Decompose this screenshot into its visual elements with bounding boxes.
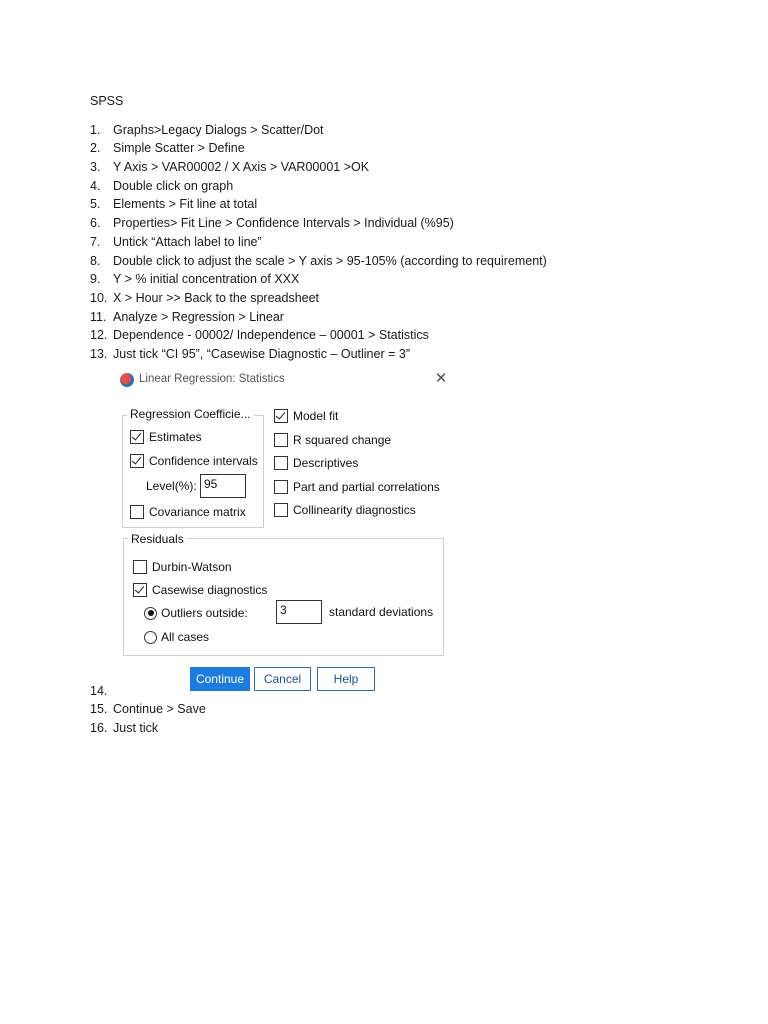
- casewise-diagnostics-label: Casewise diagnostics: [152, 583, 268, 597]
- step-text: X > Hour >> Back to the spreadsheet: [113, 290, 320, 305]
- casewise-diagnostics-checkbox[interactable]: [133, 583, 147, 597]
- list-item: [90, 270, 710, 289]
- step-number: 4.: [90, 178, 101, 193]
- step-text: Untick “Attach label to line”: [113, 234, 262, 249]
- step-number: 15.: [90, 702, 108, 717]
- list-item: [90, 308, 710, 327]
- durbin-watson-label: Durbin-Watson: [152, 560, 232, 574]
- step-number: 1.: [90, 122, 101, 137]
- step-number: 8.: [90, 253, 101, 268]
- level-input[interactable]: 95: [200, 474, 246, 498]
- confidence-intervals-checkbox[interactable]: [130, 454, 144, 468]
- dialog-titlebar: [112, 366, 457, 394]
- close-icon[interactable]: ✕: [434, 370, 448, 387]
- list-item: [90, 177, 710, 196]
- outliers-outside-label: Outliers outside:: [161, 606, 248, 620]
- continue-button[interactable]: Continue: [190, 667, 250, 691]
- list-item: [90, 719, 710, 738]
- step-number: 14.: [90, 683, 108, 698]
- outliers-std-dev-input[interactable]: 3: [276, 600, 322, 624]
- step-text: Y Axis > VAR00002 / X Axis > VAR00001 >OK: [113, 160, 370, 175]
- part-partial-correlations-label: Part and partial correlations: [293, 480, 440, 494]
- descriptives-label: Descriptives: [293, 456, 359, 470]
- r-squared-change-checkbox[interactable]: [274, 433, 288, 447]
- list-item: [90, 700, 710, 719]
- model-fit-label: Model fit: [293, 409, 339, 423]
- step-number: 7.: [90, 234, 101, 249]
- list-item: [90, 158, 710, 177]
- list-item: [90, 233, 710, 252]
- part-partial-correlations-checkbox[interactable]: [274, 480, 288, 494]
- standard-deviations-label: standard deviations: [329, 605, 434, 619]
- list-item: [90, 289, 710, 308]
- spss-app-icon: [120, 373, 134, 387]
- list-item: [90, 139, 710, 158]
- list-item: [90, 252, 710, 271]
- step-text: Double click on graph: [113, 178, 234, 193]
- list-item: [90, 195, 710, 214]
- r-squared-change-label: R squared change: [293, 433, 392, 447]
- collinearity-diagnostics-checkbox-row[interactable]: [274, 503, 416, 517]
- collinearity-diagnostics-label: Collinearity diagnostics: [293, 503, 416, 517]
- covariance-matrix-checkbox-row[interactable]: [130, 505, 246, 519]
- dialog-title: Linear Regression: Statistics: [139, 373, 285, 385]
- step-number: 16.: [90, 721, 108, 736]
- all-cases-radio-row[interactable]: [144, 630, 209, 644]
- regression-coefficients-legend: Regression Coefficie...: [127, 407, 254, 421]
- model-fit-checkbox-row[interactable]: [274, 409, 338, 423]
- step-text: Simple Scatter > Define: [113, 141, 245, 156]
- collinearity-diagnostics-checkbox[interactable]: [274, 503, 288, 517]
- step-number: 11.: [90, 309, 107, 324]
- level-label: Level(%):: [146, 479, 197, 493]
- step-text: Analyze > Regression > Linear: [113, 309, 284, 324]
- step-text: Continue > Save: [113, 702, 206, 717]
- estimates-label: Estimates: [149, 430, 202, 444]
- step-number: 2.: [90, 141, 101, 156]
- linear-regression-statistics-dialog: [112, 366, 457, 696]
- step-number: 13.: [90, 346, 108, 361]
- step-number: 3.: [90, 160, 101, 175]
- confidence-intervals-checkbox-row[interactable]: [130, 454, 258, 468]
- residuals-legend: Residuals: [128, 532, 187, 546]
- outliers-outside-radio-row[interactable]: [144, 606, 248, 620]
- step-number: 10.: [90, 290, 108, 305]
- document-title: SPSS: [90, 94, 124, 108]
- estimates-checkbox[interactable]: [130, 430, 144, 444]
- all-cases-label: All cases: [161, 630, 210, 644]
- step-text: Just tick: [113, 721, 159, 736]
- covariance-matrix-checkbox[interactable]: [130, 505, 144, 519]
- list-item: [90, 214, 710, 233]
- step-number: 9.: [90, 272, 101, 287]
- step-text: Graphs>Legacy Dialogs > Scatter/Dot: [113, 122, 324, 137]
- confidence-intervals-label: Confidence intervals: [149, 454, 258, 468]
- help-button[interactable]: Help: [317, 667, 375, 691]
- step-text: Elements > Fit line at total: [113, 197, 258, 212]
- model-fit-checkbox[interactable]: [274, 409, 288, 423]
- estimates-checkbox-row[interactable]: [130, 430, 202, 444]
- cancel-button[interactable]: Cancel: [254, 667, 311, 691]
- step-number: 6.: [90, 216, 101, 231]
- outliers-outside-radio[interactable]: [144, 607, 157, 620]
- step-text: Properties> Fit Line > Confidence Intervals > Individual (%95): [113, 216, 454, 231]
- durbin-watson-checkbox-row[interactable]: [133, 560, 232, 574]
- descriptives-checkbox[interactable]: [274, 456, 288, 470]
- covariance-matrix-label: Covariance matrix: [149, 505, 246, 519]
- part-partial-correlations-checkbox-row[interactable]: [274, 480, 440, 494]
- step-text: Dependence - 00002/ Independence – 00001 > Statistics: [113, 328, 429, 343]
- step-number: 12.: [90, 328, 108, 343]
- list-item: [90, 121, 710, 140]
- step-number: 5.: [90, 197, 101, 212]
- step-text: Y > % initial concentration of XXX: [113, 272, 300, 287]
- r-squared-change-checkbox-row[interactable]: [274, 433, 391, 447]
- casewise-diagnostics-checkbox-row[interactable]: [133, 583, 267, 597]
- list-item: [90, 345, 710, 364]
- descriptives-checkbox-row[interactable]: [274, 456, 358, 470]
- step-text: Double click to adjust the scale > Y axis > 95-105% (according to requirement): [113, 253, 547, 268]
- step-text: Just tick “CI 95”, “Casewise Diagnostic – Outliner = 3”: [113, 346, 410, 361]
- list-item: [90, 326, 710, 345]
- durbin-watson-checkbox[interactable]: [133, 560, 147, 574]
- all-cases-radio[interactable]: [144, 631, 157, 644]
